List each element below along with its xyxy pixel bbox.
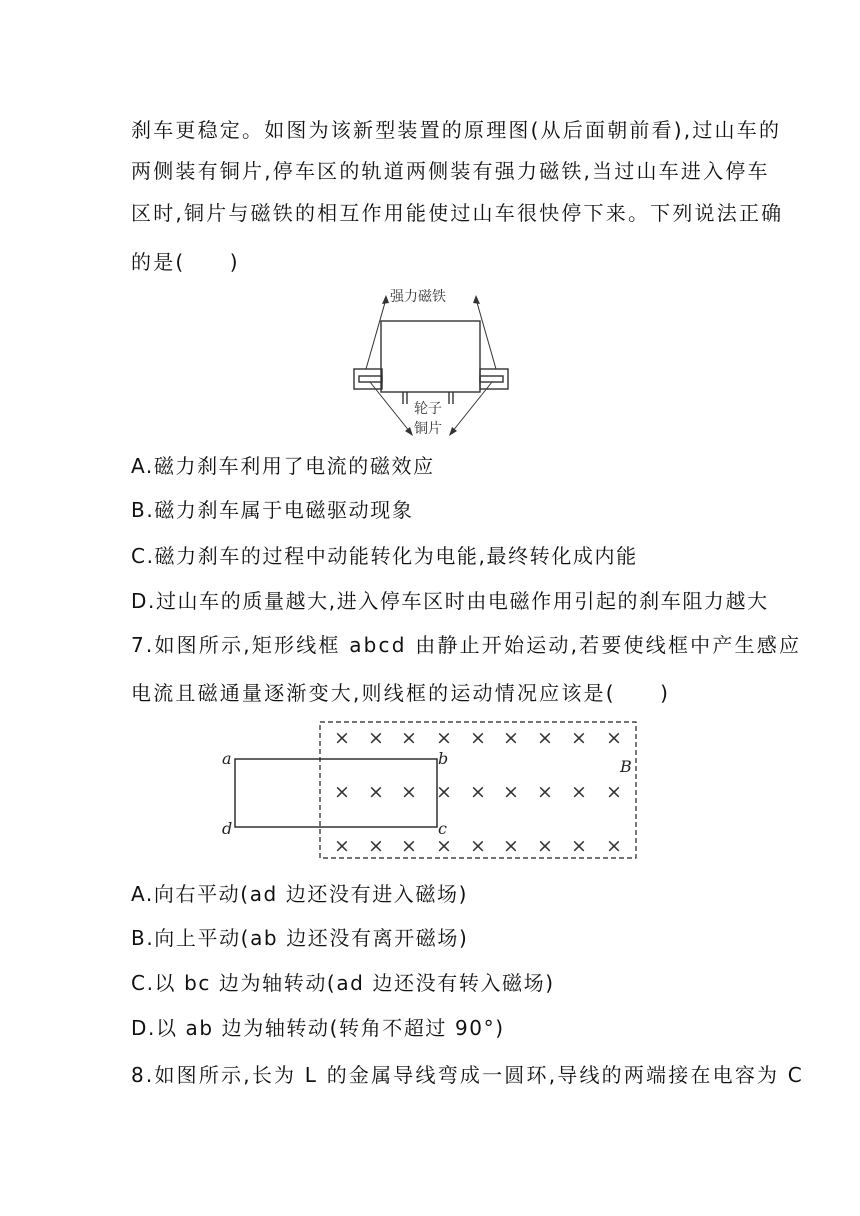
q7-stem-line-1: 7.如图所示,矩形线框 abcd 由静止开始运动,若要使线框中产生感应 [131,633,802,657]
arrowhead-copper-left [405,427,413,436]
label-copper: 铜片 [414,421,442,437]
q6-stem-line-2: 两侧装有铜片,停车区的轨道两侧装有强力磁铁,当过山车进入停车 [131,159,770,183]
field-cross: × [334,835,350,857]
field-cross: × [401,781,417,803]
arrowhead-copper-right [449,427,457,436]
q6-option-c: C.磁力刹车的过程中动能转化为电能,最终转化成内能 [131,544,638,568]
field-cross: × [503,781,519,803]
field-cross: × [368,835,384,857]
field-cross: × [606,727,622,749]
field-cross: × [571,727,587,749]
field-cross: × [503,727,519,749]
car-body [381,321,480,392]
field-cross: × [436,727,452,749]
q6-option-d: D.过山车的质量越大,进入停车区时由电磁作用引起的刹车阻力越大 [131,589,769,613]
arrowhead-magnet-right [473,295,480,304]
left-copper-plate [359,376,382,382]
field-cross: × [368,727,384,749]
right-copper-plate [480,376,503,382]
arrow-copper-left [370,382,410,432]
label-a: a [222,749,232,768]
q8-stem-line-1: 8.如图所示,长为 L 的金属导线弯成一圆环,导线的两端接在电容为 C [131,1063,804,1087]
arrow-magnet-right [476,299,496,369]
q6-stem-line-1: 刹车更稳定。如图为该新型装置的原理图(从后面朝前看),过山车的 [131,118,782,142]
field-cross: × [401,727,417,749]
label-c: c [438,819,447,838]
field-cross: × [537,781,553,803]
field-cross: × [334,727,350,749]
q7-option-a: A.向右平动(ad 边还没有进入磁场) [131,882,469,906]
arrow-magnet-left [366,299,386,369]
field-cross: × [571,781,587,803]
arrow-copper-right [452,382,492,432]
q7-field-figure [215,715,645,865]
label-d: d [222,819,233,838]
label-b: b [438,749,449,768]
field-cross: × [606,835,622,857]
q6-option-b: B.磁力刹车属于电磁驱动现象 [131,498,414,522]
field-cross: × [571,835,587,857]
q7-stem-line-2: 电流且磁通量逐渐变大,则线框的运动情况应该是( ) [131,681,671,705]
field-cross: × [436,835,452,857]
field-cross: × [334,781,350,803]
field-cross: × [470,727,486,749]
label-wheel: 轮子 [414,401,442,417]
field-cross: × [470,781,486,803]
q6-stem-line-3: 区时,铜片与磁铁的相互作用能使过山车很快停下来。下列说法正确 [131,201,784,225]
q6-brake-figure [340,282,520,442]
field-cross: × [436,781,452,803]
q7-option-d: D.以 ab 边为轴转动(转角不超过 90°) [131,1016,505,1040]
field-cross: × [368,781,384,803]
field-cross: × [401,835,417,857]
label-magnet: 强力磁铁 [390,289,446,305]
right-magnet [480,369,508,389]
field-cross: × [606,781,622,803]
arrowhead-magnet-left [382,295,389,304]
q7-option-b: B.向上平动(ab 边还没有离开磁场) [131,926,469,950]
q6-option-a: A.磁力刹车利用了电流的磁效应 [131,454,435,478]
field-cross: × [503,835,519,857]
left-magnet [354,369,382,389]
field-cross: × [470,835,486,857]
field-cross: × [537,727,553,749]
q6-stem-line-4: 的是( ) [131,250,240,274]
label-field-B: B [620,757,632,776]
field-cross: × [537,835,553,857]
q7-option-c: C.以 bc 边为轴转动(ad 边还没有转入磁场) [131,971,555,995]
